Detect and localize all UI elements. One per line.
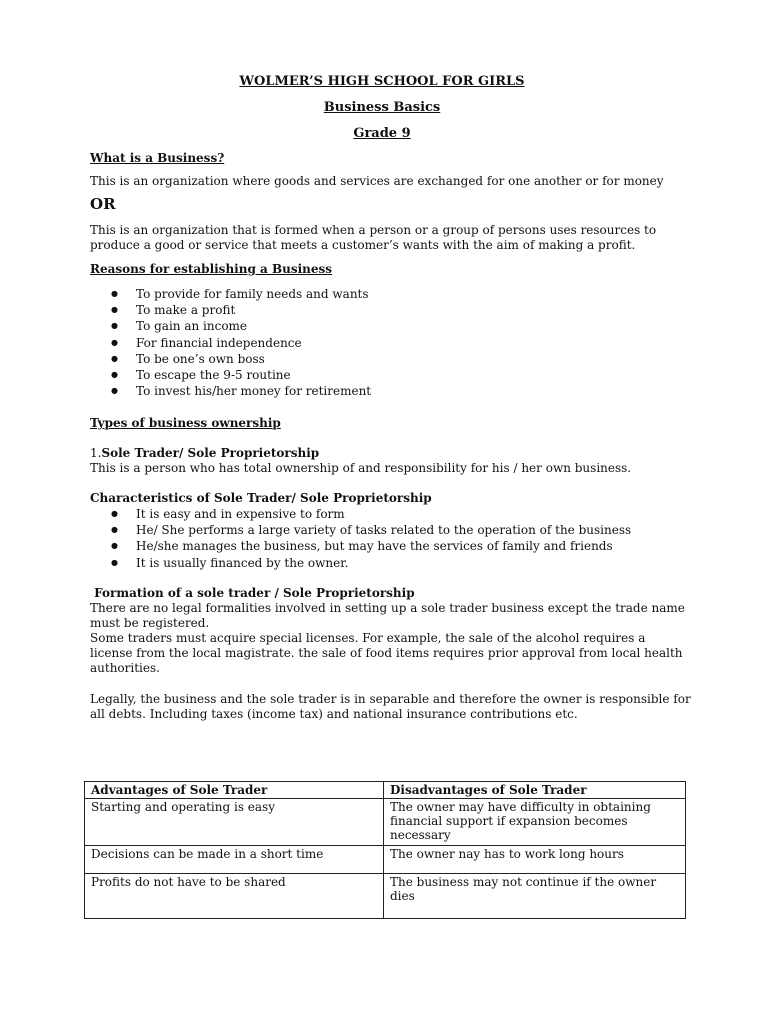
definition-one: This is an organization where goods and services are exchanged for one another or for money <box>90 174 664 188</box>
definition-two-line-1: This is an organization that is formed when a person or a group of persons uses resources to <box>90 223 657 237</box>
sole-trader-title: Sole Trader/ Sole Proprietorship <box>101 446 320 460</box>
table-cell: The owner may have difficulty in obtaining financial support if expansion becomes necessary <box>384 799 686 846</box>
list-item: ● For financial independence <box>90 335 371 351</box>
list-item: ● It is usually financed by the owner. <box>90 555 631 571</box>
reasons-list <box>90 286 371 399</box>
list-item: ● To invest his/her money for retirement <box>90 383 371 399</box>
list-item: ● He/ She performs a large variety of tasks related to the operation of the business <box>90 522 631 538</box>
or-label: OR <box>90 195 116 213</box>
types-heading: Types of business ownership <box>90 416 281 430</box>
disadvantages-header: Disadvantages of Sole Trader <box>384 782 686 799</box>
advantages-header: Advantages of Sole Trader <box>85 782 384 799</box>
list-item: ● It is easy and in expensive to form <box>90 506 631 522</box>
formation-line-4: license from the local magistrate. the sale of food items requires prior approval from local health <box>90 646 683 660</box>
table-header-row <box>85 782 686 799</box>
sole-trader-heading <box>90 445 319 461</box>
formation-line-1: There are no legal formalities involved in setting up a sole trader business except the trade name <box>90 601 685 615</box>
what-is-heading: What is a Business? <box>90 151 225 165</box>
table-row <box>85 846 686 874</box>
list-item: ● To escape the 9-5 routine <box>90 367 371 383</box>
school-title: WOLMER’S HIGH SCHOOL FOR GIRLS <box>239 74 525 89</box>
reasons-heading: Reasons for establishing a Business <box>90 262 333 276</box>
grade-title: Grade 9 <box>353 126 411 141</box>
subject-title: Business Basics <box>323 100 441 115</box>
formation-line-2: must be registered. <box>90 616 210 630</box>
formation-line-5: authorities. <box>90 661 160 675</box>
table-cell: Decisions can be made in a short time <box>85 846 384 874</box>
table-cell: The business may not continue if the owner dies <box>384 874 686 919</box>
legal-line-2: all debts. Including taxes (income tax) and national insurance contributions etc. <box>90 707 578 721</box>
list-item: ● To make a profit <box>90 302 371 318</box>
table-cell: Starting and operating is easy <box>85 799 384 846</box>
list-item: ● He/she manages the business, but may have the services of family and friends <box>90 538 631 554</box>
characteristics-list <box>90 506 631 571</box>
table-row <box>85 799 686 846</box>
list-item: ● To provide for family needs and wants <box>90 286 371 302</box>
list-item: ● To gain an income <box>90 318 371 334</box>
sole-trader-number: 1. <box>90 446 102 460</box>
table-cell: The owner nay has to work long hours <box>384 846 686 874</box>
sole-trader-definition: This is a person who has total ownership of and responsibility for his / her own business. <box>90 461 632 475</box>
legal-line-1: Legally, the business and the sole trader is in separable and therefore the owner is responsible for <box>90 692 691 706</box>
formation-line-3: Some traders must acquire special licenses. For example, the sale of the alcohol requires a <box>90 631 646 645</box>
formation-heading: Formation of a sole trader / Sole Proprietorship <box>90 586 415 600</box>
table-row <box>85 874 686 919</box>
table-cell: Profits do not have to be shared <box>85 874 384 919</box>
definition-two-line-2: produce a good or service that meets a customer’s wants with the aim of making a profit. <box>90 238 636 252</box>
list-item: ● To be one’s own boss <box>90 351 371 367</box>
characteristics-heading: Characteristics of Sole Trader/ Sole Proprietorship <box>90 491 432 505</box>
advantages-table <box>84 781 686 919</box>
